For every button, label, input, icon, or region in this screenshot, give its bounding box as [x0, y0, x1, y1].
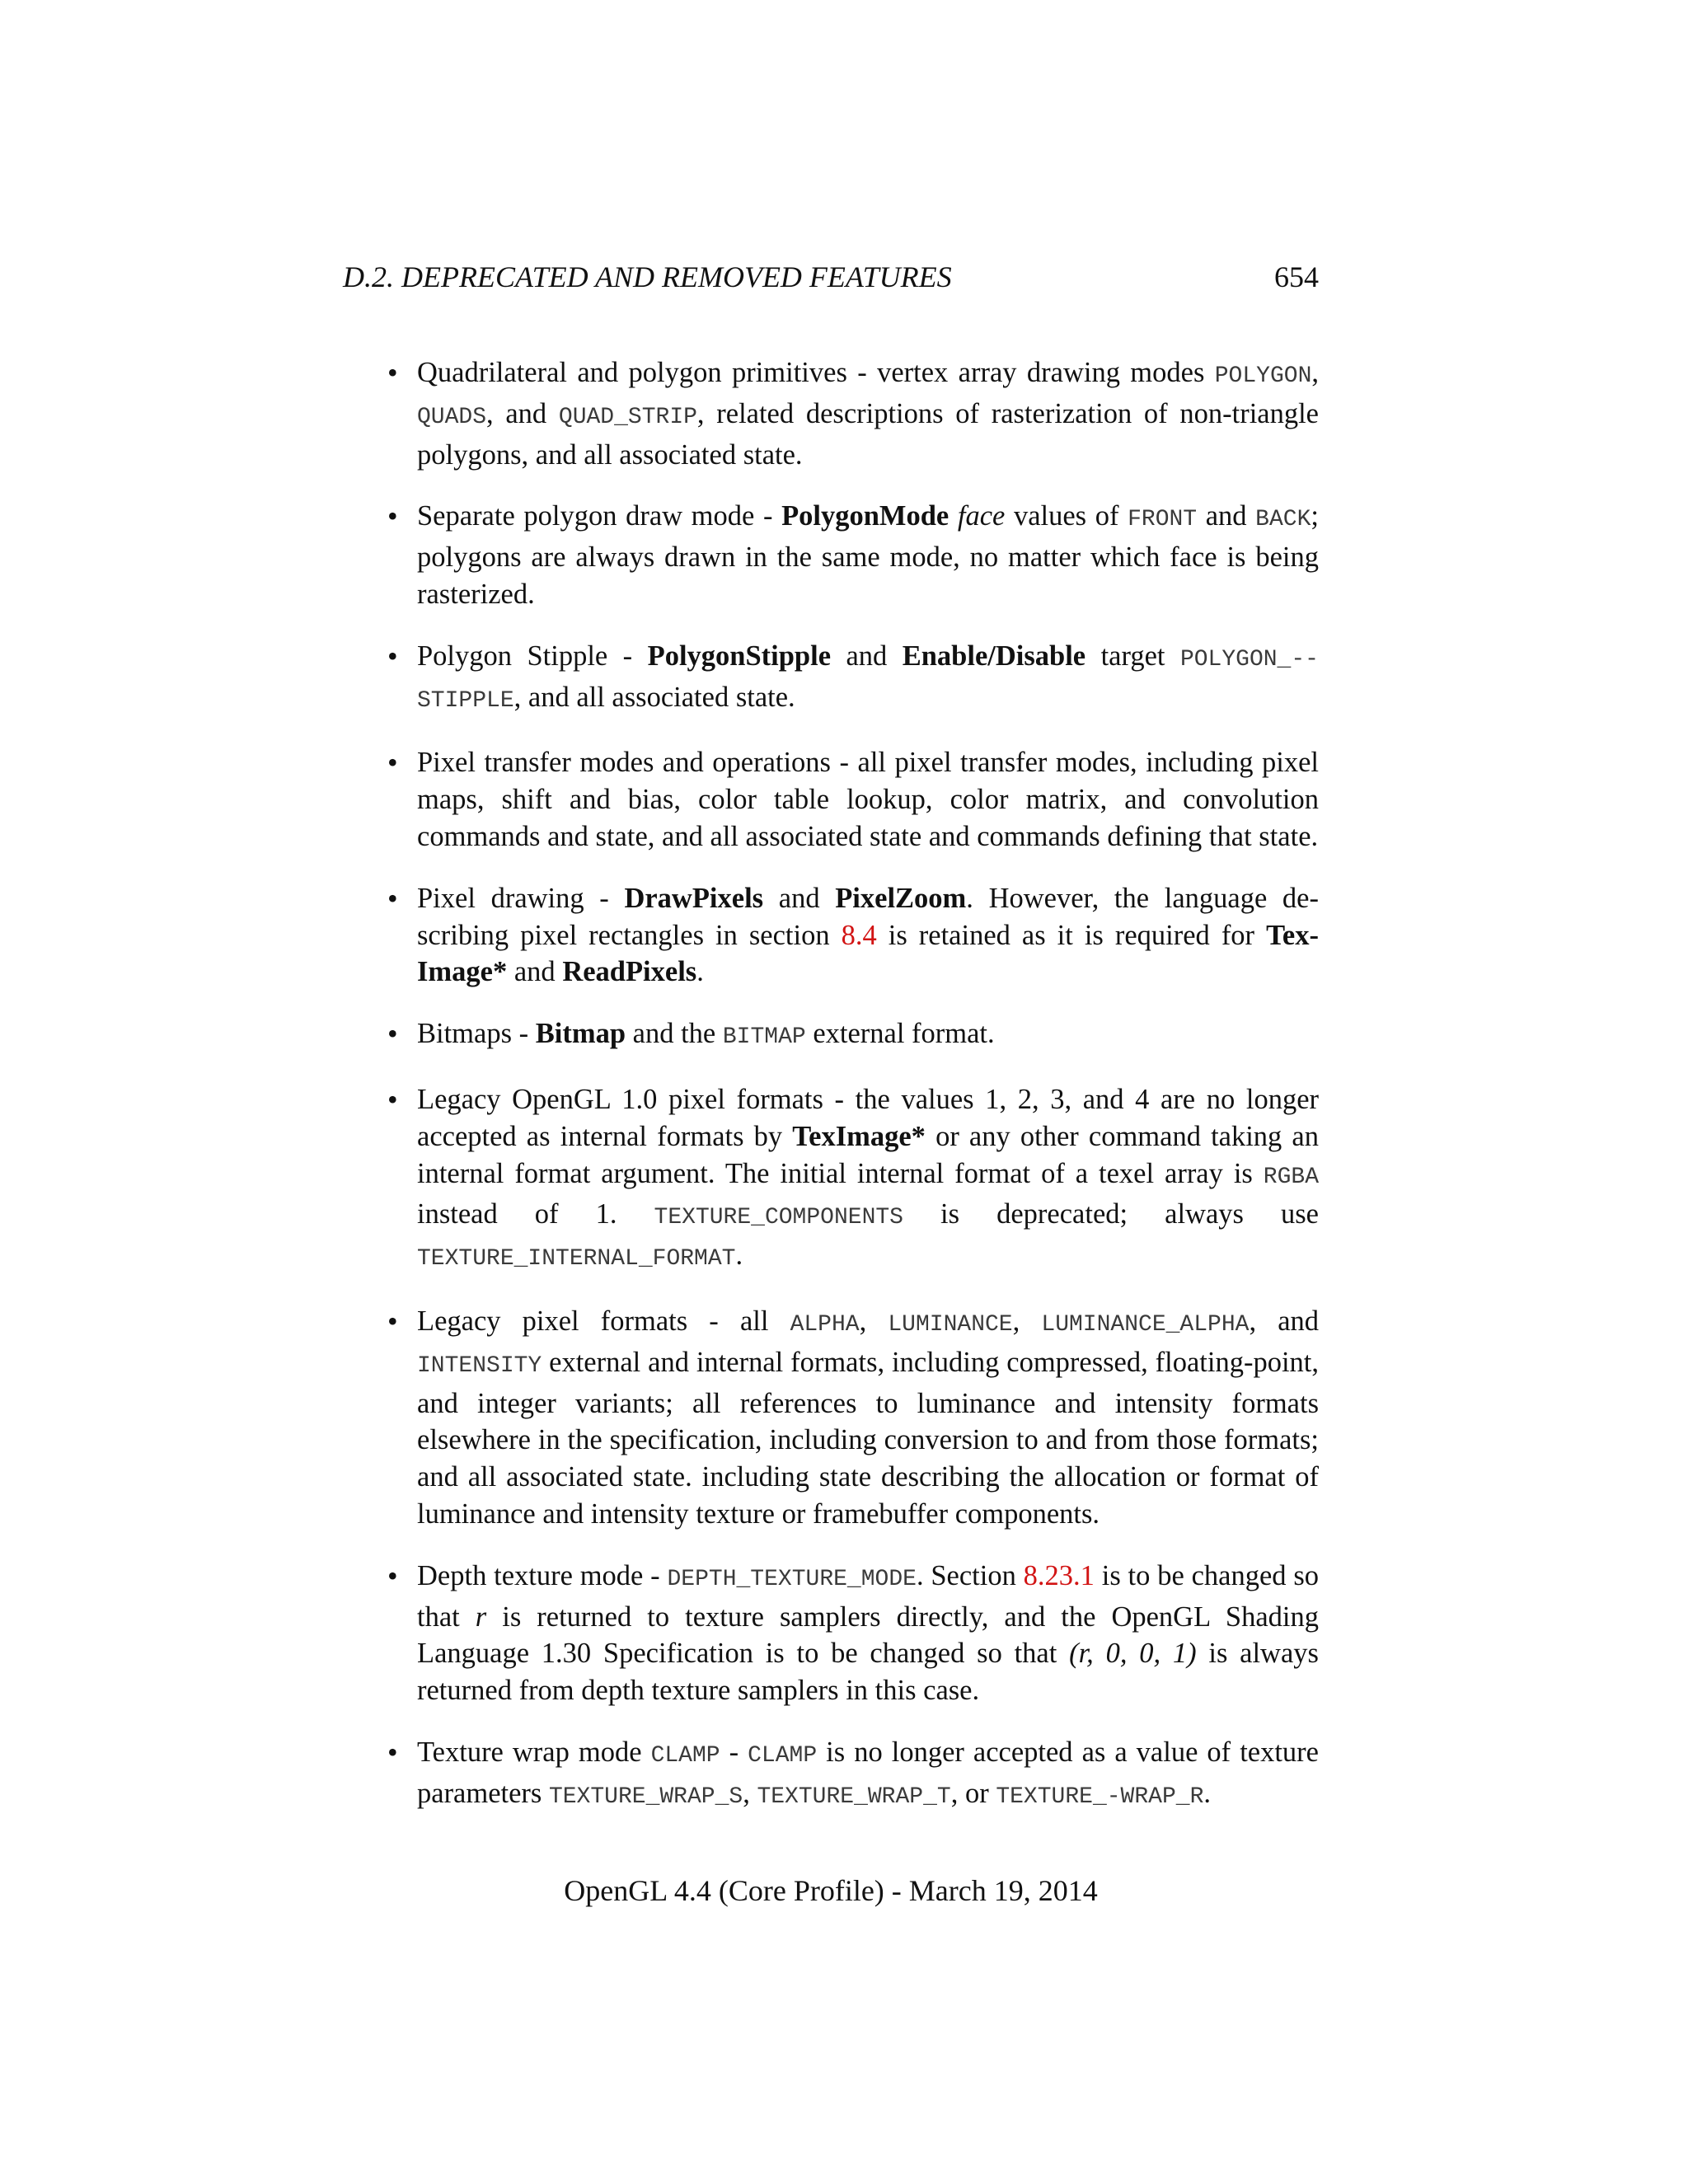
text-run: target: [1085, 640, 1180, 672]
text-run: ,: [1012, 1305, 1042, 1337]
list-item: [387, 1734, 1319, 1816]
command-name: DrawPixels: [624, 882, 764, 914]
list-item: [387, 880, 1319, 991]
parameter-name: face: [957, 500, 1006, 532]
code-token: POLYGON: [1214, 363, 1312, 389]
text-run: Legacy pixel formats - all: [417, 1305, 790, 1337]
code-token: TEXTURE_INTERNAL_FORMAT: [417, 1246, 736, 1272]
text-run: external and internal formats, including compressed, floating-point, and integer variants; all references to luminance and intensity formats elsewhere in the specification, including conversion to and from those formats; and all associated state. including state describing the allocation or format of luminance and intensity texture or framebuffer components.: [417, 1346, 1319, 1530]
text-run: -: [720, 1736, 748, 1768]
command-name: TexImage*: [792, 1120, 926, 1152]
text-run: external format.: [805, 1018, 995, 1050]
text-run: instead of 1.: [417, 1198, 654, 1230]
text-run: Depth texture mode -: [417, 1559, 668, 1591]
code-token: TEXTURE_WRAP_S: [548, 1783, 743, 1810]
section-title: D.2. DEPRECATED AND REMOVED FEATURES: [343, 260, 952, 293]
code-token: FRONT: [1128, 507, 1198, 533]
text-run: is deprecated; always use: [903, 1198, 1319, 1230]
list-item: [387, 1081, 1319, 1278]
page-header: [343, 257, 1319, 297]
deprecated-features-list-container: [387, 354, 1319, 1841]
code-token: POLYGON_-STIPPLE: [417, 646, 1319, 714]
text-run: and: [831, 640, 903, 672]
command-name: PolygonStipple: [647, 640, 832, 672]
list-item: [387, 1558, 1319, 1709]
command-name: PolygonMode: [781, 500, 950, 532]
text-run: . However, the language describing pixel rectangles in section: [417, 882, 1319, 951]
text-run: or any other command taking an internal format argument. The initial internal format of a texel array is: [417, 1120, 1319, 1189]
command-name: ReadPixels: [562, 956, 697, 988]
text-run: Pixel drawing -: [417, 882, 625, 914]
code-token: BACK: [1255, 507, 1311, 533]
text-run: and the: [626, 1018, 723, 1050]
text-run: is to be changed so that: [417, 1559, 1320, 1633]
deprecated-features-list: [387, 354, 1319, 1816]
text-run: Bitmaps -: [417, 1018, 536, 1050]
list-item: [387, 498, 1319, 612]
text-run: ; polygons are always drawn in the same mode, no matter which face is being rasterized.: [417, 500, 1319, 610]
text-run: . Section: [916, 1559, 1024, 1591]
text-run: .: [735, 1240, 743, 1272]
list-item: [387, 354, 1319, 473]
code-token: LUMINANCE: [888, 1311, 1013, 1338]
list-item: [387, 1303, 1319, 1533]
text-run: is returned to texture samplers directly, and the OpenGL Shading Language 1.30 Specification is to be changed so that: [417, 1601, 1320, 1670]
text-run: Legacy OpenGL 1.0 pixel formats - the values 1, 2, 3, and 4 are no longer accepted as internal formats by: [417, 1083, 1319, 1152]
code-token: TEXTURE_-WRAP_R: [996, 1783, 1204, 1810]
text-run: , and: [1249, 1305, 1320, 1337]
code-token: TEXTURE_WRAP_T: [757, 1783, 951, 1810]
text-run: , or: [950, 1777, 996, 1809]
text-run: Polygon Stipple -: [417, 640, 648, 672]
list-item: [387, 638, 1319, 720]
section-link[interactable]: 8.23.1: [1023, 1559, 1095, 1591]
code-token: LUMINANCE_ALPHA: [1041, 1311, 1250, 1338]
text-run: and: [1197, 500, 1256, 532]
code-token: QUAD_STRIP: [558, 404, 697, 430]
text-run: is always returned from depth texture samplers in this case.: [417, 1638, 1319, 1707]
command-name: Bitmap: [535, 1018, 626, 1050]
code-token: TEXTURE_COMPONENTS: [654, 1205, 903, 1231]
text-run: and: [763, 882, 836, 914]
text-run: is retained as it is required for: [876, 919, 1267, 951]
text-run: .: [1203, 1777, 1211, 1809]
command-name: TexImage*: [417, 919, 1319, 988]
text-run: ,: [859, 1305, 889, 1337]
text-run: Pixel transfer modes and operations - all pixel transfer modes, including pixel maps, shift and bias, color table lookup, color matrix, and convolution commands and state, and all associated state and commands defining that state.: [417, 747, 1319, 852]
text-run: ,: [1311, 357, 1319, 388]
code-token: RGBA: [1263, 1164, 1319, 1190]
text-run: [949, 500, 958, 532]
page-number: 654: [1274, 260, 1319, 293]
text-run: Texture wrap mode: [417, 1736, 651, 1768]
page-footer: OpenGL 4.4 (Core Profile) - March 19, 2014: [564, 1874, 1098, 1907]
text-run: , and all associated state.: [513, 681, 795, 713]
section-link[interactable]: 8.4: [841, 919, 877, 951]
text-run: ,: [743, 1777, 757, 1809]
command-name: Enable/Disable: [902, 640, 1086, 672]
list-item: [387, 744, 1319, 855]
code-token: INTENSITY: [417, 1352, 542, 1379]
code-token: CLAMP: [650, 1742, 720, 1769]
list-item: [387, 1015, 1319, 1057]
math-expression: r: [475, 1601, 487, 1633]
text-run: is no longer accepted as a value of texture parameters: [417, 1736, 1319, 1809]
command-name: PixelZoom: [835, 882, 967, 914]
text-run: Separate polygon draw mode -: [417, 500, 782, 532]
code-token: ALPHA: [790, 1311, 860, 1338]
math-expression: (r, 0, 0, 1): [1069, 1638, 1197, 1670]
code-token: CLAMP: [748, 1742, 818, 1769]
code-token: QUADS: [417, 404, 487, 430]
text-run: Quadrilateral and polygon primitives - vertex array drawing modes: [417, 357, 1215, 388]
text-run: and: [507, 956, 563, 988]
text-run: values of: [1005, 500, 1128, 532]
text-run: , related descriptions of rasterization of non-triangle polygons, and all associated state.: [417, 397, 1319, 471]
code-token: BITMAP: [722, 1024, 806, 1051]
code-token: DEPTH_TEXTURE_MODE: [667, 1566, 917, 1592]
text-run: , and: [486, 397, 559, 429]
text-run: .: [696, 956, 704, 988]
